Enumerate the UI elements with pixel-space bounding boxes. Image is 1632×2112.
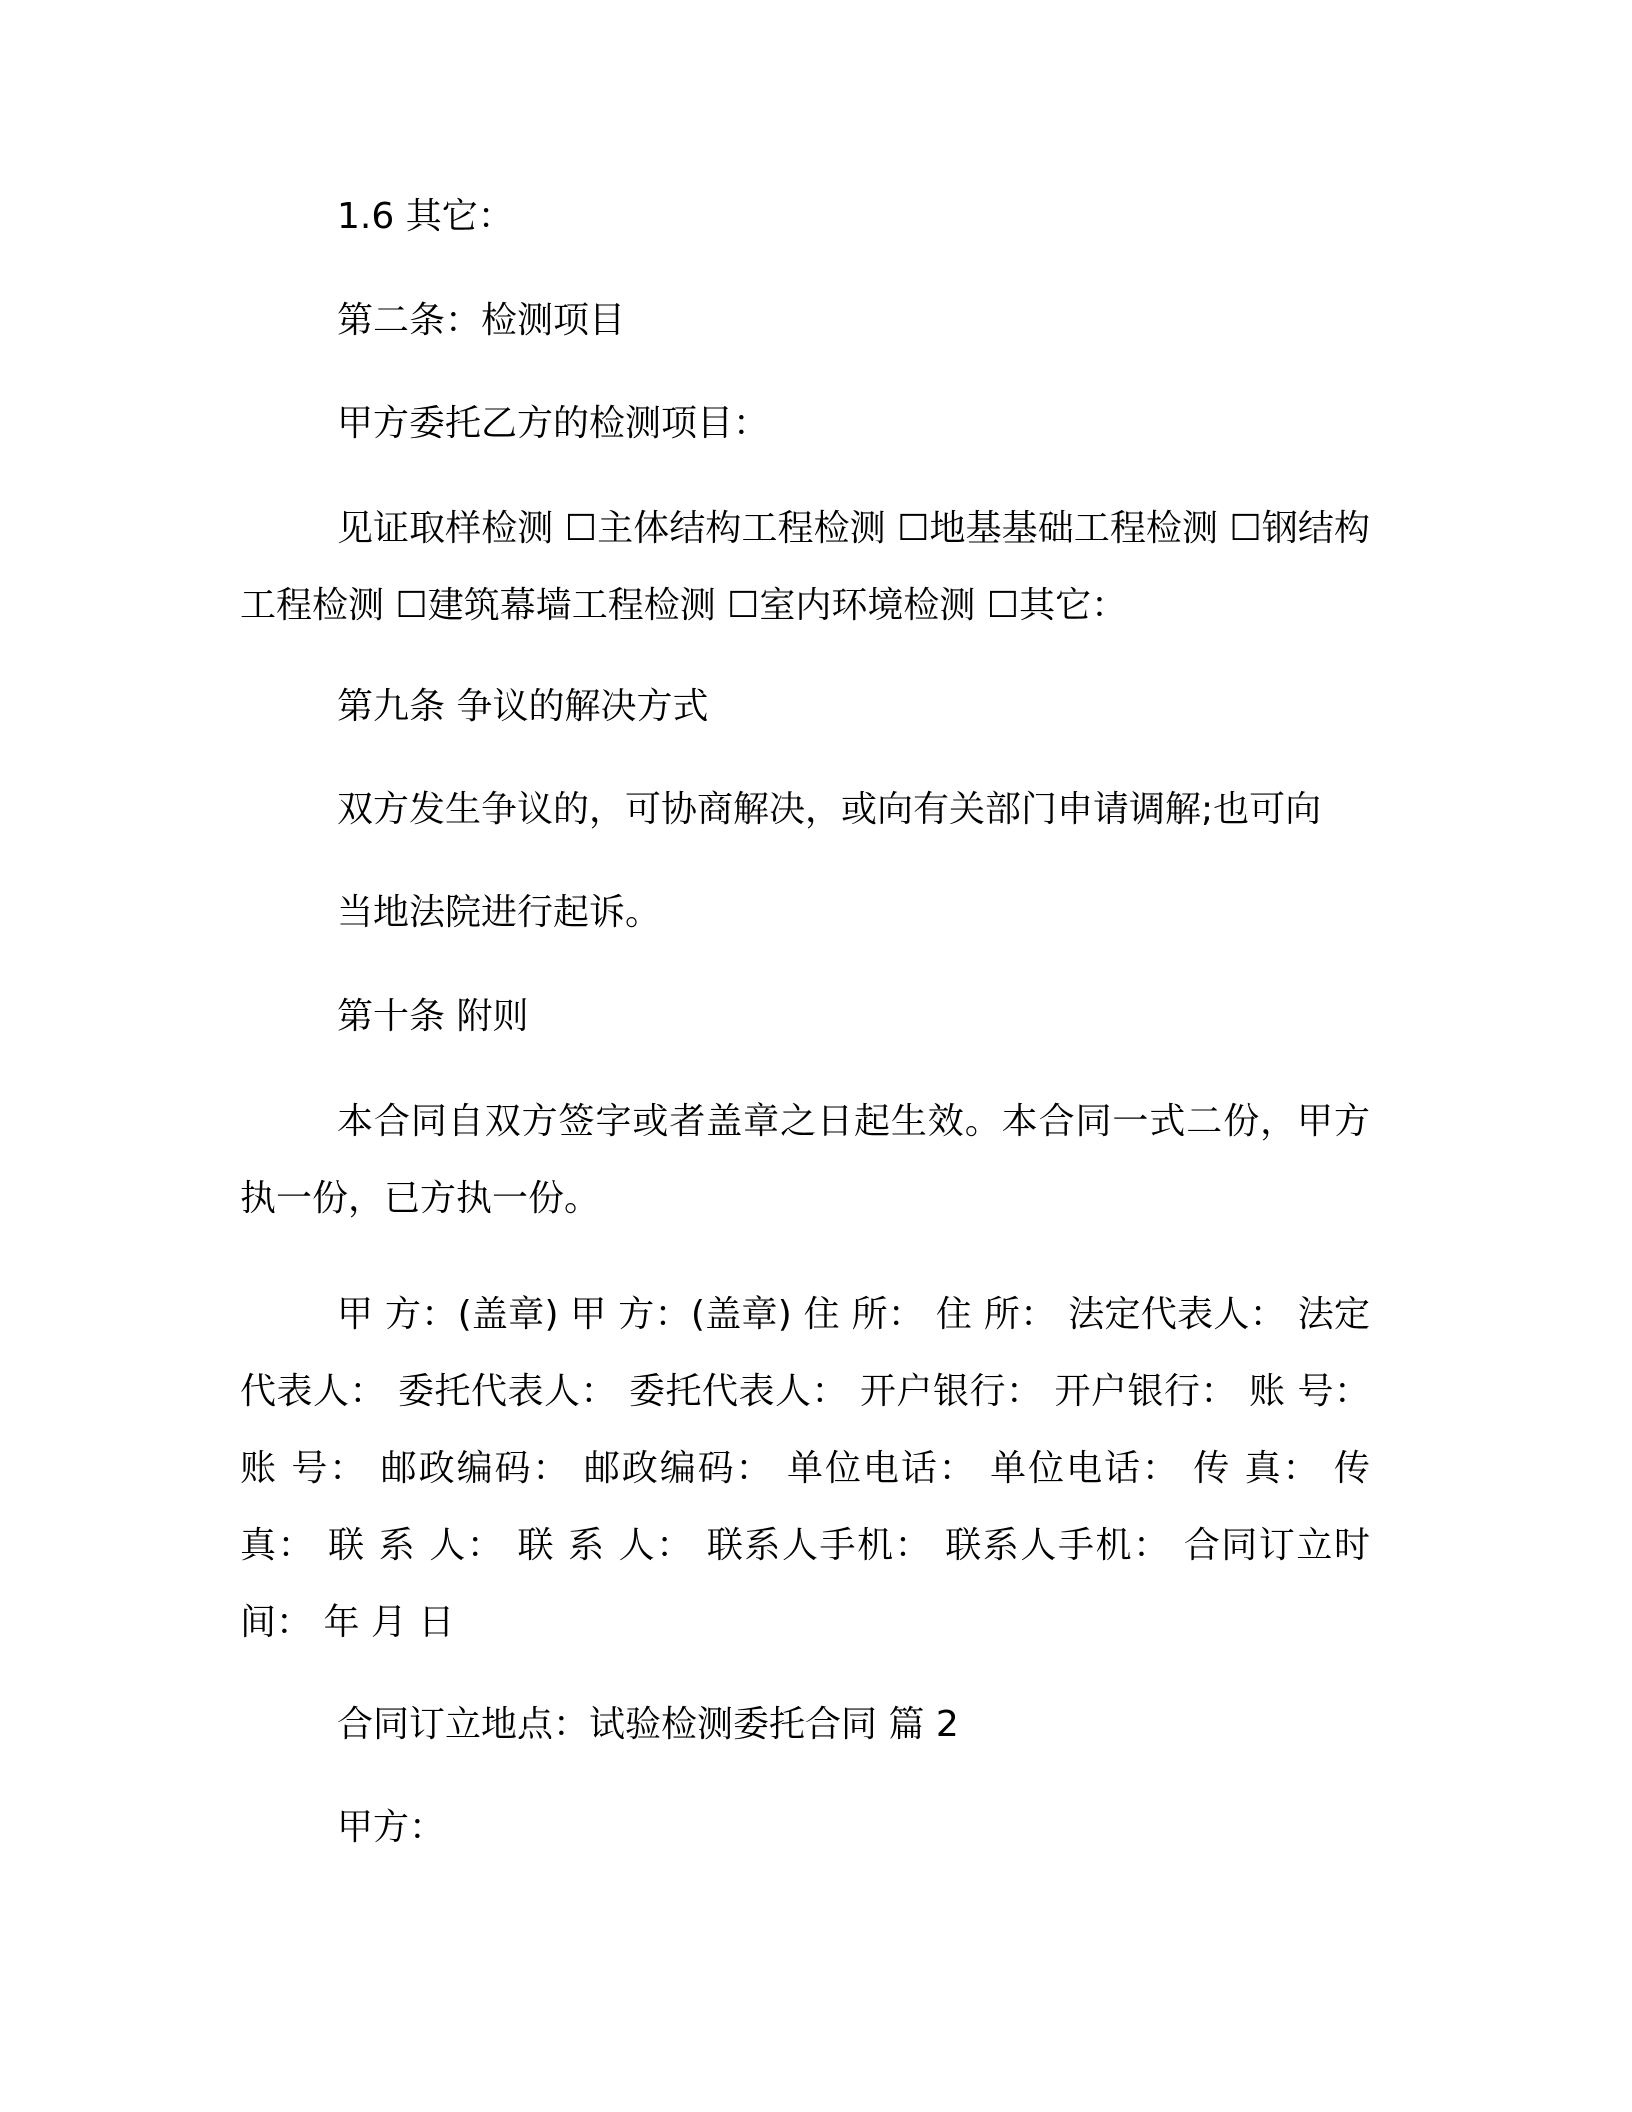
dispute-resolution-text-line2: 当地法院进行起诉。 (337, 892, 662, 933)
dispute-resolution-text-line1: 双方发生争议的，可协商解决，或向有关部门申请调解;也可向 (337, 789, 1322, 830)
article-10-heading: 第十条 附则 (337, 996, 529, 1037)
contract-place-line: 合同订立地点：试验检测委托合同 篇 2 (337, 1704, 959, 1745)
party-a-label: 甲方： (337, 1807, 446, 1848)
effectiveness-clause: 本合同自双方签字或者盖章之日起生效。本合同一式二份，甲方执一份，已方执一份。 (240, 1101, 1370, 1219)
article-2-heading: 第二条：检测项目 (337, 300, 626, 341)
article-9-heading: 第九条 争议的解决方式 (337, 686, 709, 727)
inspection-items-intro: 甲方委托乙方的检测项目： (337, 403, 770, 444)
inspection-items-options: 见证取样检测 ☐主体结构工程检测 ☐地基基础工程检测 ☐钢结构工程检测 ☐建筑幕墙工程检测 ☐室内环境检测 ☐其它： (240, 508, 1370, 626)
signature-block: 甲 方：(盖章) 甲 方：(盖章) 住 所： 住 所： 法定代表人： 法定代表人： 委托代表人： 委托代表人： 开户银行： 开户银行： 账 号： 账 号： 邮政编码： 邮政编码： 单位电话： 单位电话： 传 真： 传 真： 联 系 人： 联 系 人： 联系人手机： 联系人手机： 合同订立时间： 年 月 日 (240, 1294, 1370, 1643)
clause-1-6-other: 1.6 其它： (337, 196, 514, 237)
